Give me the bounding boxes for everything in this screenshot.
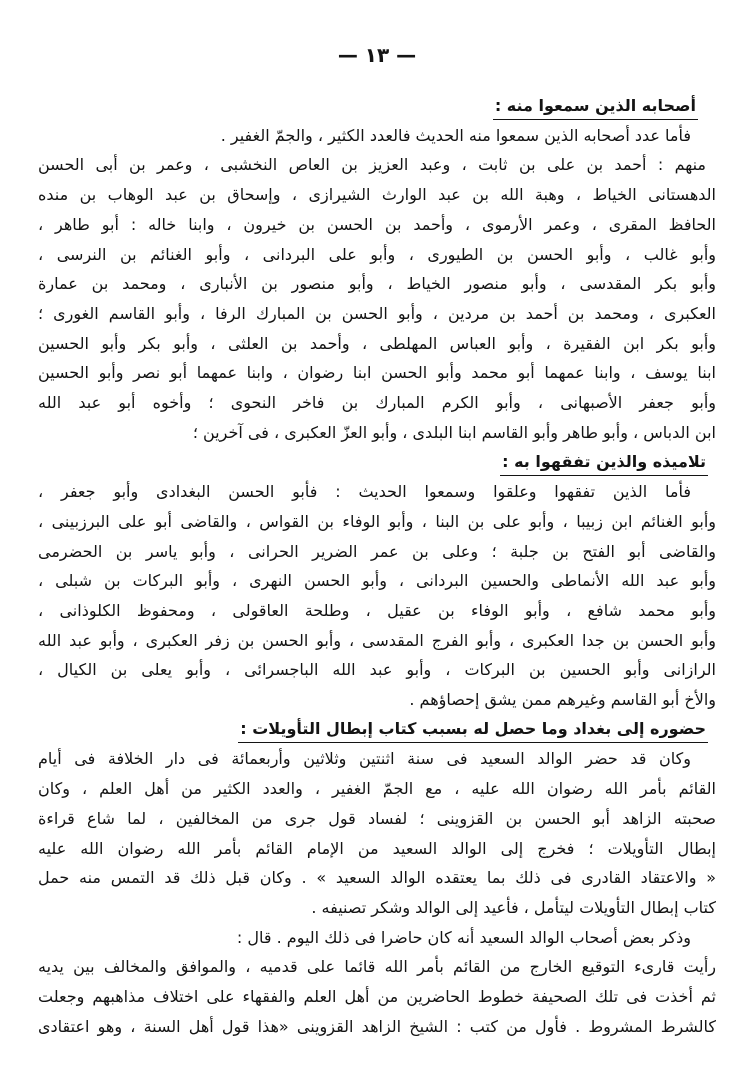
text-line: وأبو غالب ، وأبو الحسن بن الطيورى ، وأبو على البردانى ، وأبو الغنائم بن النرسى ،: [38, 244, 716, 264]
text-line: وأبو بكر المقدسى ، وأبو منصور الخياط ، وأبو منصور بن الأنبارى ، ومحمد بن عمارة: [38, 274, 716, 294]
section-heading-row: [38, 715, 716, 745]
text-line: منهم : أحمد بن على بن ثابت ، وعبد العزيز بن العاص النخشبى ، وعمر بن أبى الحسن: [38, 155, 706, 175]
text-line: « والاعتقاد القادرى فى ذلك بما يعتقده الوالد السعيد » . وكان قبل ذلك قد التمس منه حمل: [38, 868, 716, 888]
text-column: [38, 91, 716, 1041]
paragraph: [38, 744, 716, 922]
section-heading: تلاميذه والذين تفقهوا به :: [500, 450, 708, 476]
text-line: والقاضى أبو الفتح بن جلبة ؛ وعلى بن عمر الضرير الحرانى ، وأبو ياسر بن الحضرمى: [38, 541, 716, 561]
text-line: والأخ أبو القاسم وغيرهم ممن يشق إحصاؤهم .: [409, 690, 716, 710]
text-line: ابنا يوسف ، وابنا عمهما أبو محمد وأبو الحسن ابنا رضوان ، وابنا عمهما أبو نصر وأبو الحسين: [38, 363, 716, 383]
text-line: فأما عدد أصحابه الذين سمعوا منه الحديث فالعدد الكثير ، والجمّ الغفير .: [220, 125, 691, 145]
text-line: وذكر بعض أصحاب الوالد السعيد أنه كان حاضرا فى ذلك اليوم . قال :: [236, 927, 691, 947]
text-line: كالشرط المشروط . فأول من كتب : الشيخ الزاهد القزوينى «هذا قول أهل السنة ، وهو اعتقادى: [38, 1016, 716, 1036]
text-line: إبطال التأويلات ؛ فخرج إلى الوالد السعيد من الإمام القائم بأمر الله رضوان الله عليه: [38, 838, 716, 858]
text-line: العكبرى ، ومحمد بن أحمد بن مردين ، وأبو الحسن بن المبارك الرفا ، وأبو القاسم الغورى ؛: [38, 303, 716, 323]
paragraph: [38, 923, 716, 953]
paragraph: [38, 150, 716, 447]
text-line: وأبو عبد الله الأنماطى والحسين البردانى ، وأبو الحسن النهرى ، وأبو البركات بن شبلى ،: [38, 571, 716, 591]
paragraph: [38, 952, 716, 1041]
text-line: وأبو الغنائم ابن زبيبا ، وأبو على بن البنا ، وأبو الوفاء بن القواس ، والقاضى أبو على البرزبينى ،: [38, 511, 716, 531]
text-line: كتاب إبطال التأويلات ليتأمل ، فأعيد إلى الوالد وشكر تصنيفه .: [311, 897, 716, 917]
page-number: — ١٣ —: [337, 43, 417, 67]
text-line: وأبو بكر ابن الفقيرة ، وأبو العباس المهلطى ، وأحمد بن العلثى ، وأبو بكر وأبو الحسين: [38, 333, 716, 353]
text-line: فأما الذين تفقهوا وعلقوا وسمعوا الحديث : فأبو الحسن البغدادى وأبو جعفر ،: [38, 482, 691, 502]
section-heading-row: [38, 91, 716, 121]
text-line: رأيت قارىء التوقيع الخارج من القائم بأمر الله قائما على قدميه ، والموافق والمخالف بين يديه: [38, 957, 716, 977]
section-heading-row: [38, 447, 716, 477]
text-line: الحافظ المقرى ، وعمر الأرموى ، وأحمد بن الحسن بن خيرون ، وابنا خاله : أبو طاهر ،: [38, 214, 716, 234]
text-line: وكان قد حضر الوالد السعيد فى سنة اثنتين وثلاثين وأربعمائة فى دار الخلافة فى أيام: [38, 749, 691, 769]
text-line: الرازانى وأبو الحسين بن البركات ، وأبو عبد الله الباجسرائى ، وأبو يعلى بن الكيال ،: [38, 660, 716, 680]
text-line: وأبو جعفر الأصبهانى ، وأبو الكرم المبارك بن فاخر النحوى ؛ وأخوه أبو عبد الله: [38, 393, 716, 413]
section-heading: أصحابه الذين سمعوا منه :: [493, 94, 698, 120]
section-students: [38, 447, 716, 714]
section-heading: حضوره إلى بغداد وما حصل له بسبب كتاب إبطال التأويلات :: [238, 717, 708, 743]
text-line: ثم أخذت فى تلك الصحيفة خطوط الحاضرين من أهل العلم والفقهاء على اختلاف مذاهبهم وجعلت: [38, 987, 716, 1007]
text-line: وأبو محمد شافع ، وأبو الوفاء بن عقيل ، وطلحة العاقولى ، ومحفوظ الكلوذانى ،: [38, 600, 716, 620]
text-line: ابن الدباس ، وأبو طاهر وأبو القاسم ابنا البلدى ، وأبو العزّ العكبرى ، فى آخرين ؛: [192, 422, 716, 442]
text-line: صحبته الزاهد أبو الحسن بن القزوينى ؛ لفساد قول جرى من المخالفين ، لما شاع قراءة: [38, 808, 716, 828]
text-line: وأبو الحسن بن جدا العكبرى ، وأبو الفرج المقدسى ، وأبو الحسن بن زفر العكبرى ، وأبو عبد الله: [38, 630, 716, 650]
text-line: القائم بأمر الله رضوان الله عليه ، مع الجمّ الغفير ، والعدد الكثير من أهل العلم ، وكان: [38, 779, 716, 799]
paragraph: [38, 477, 716, 715]
section-companions: [38, 91, 716, 447]
paragraph: [38, 121, 716, 151]
text-line: الدهستانى الخياط ، وهبة الله بن عبد الوارث الشيرازى ، وإسحاق بن عبد الوهاب بن منده: [38, 185, 716, 205]
section-baghdad-visit: [38, 715, 716, 1042]
